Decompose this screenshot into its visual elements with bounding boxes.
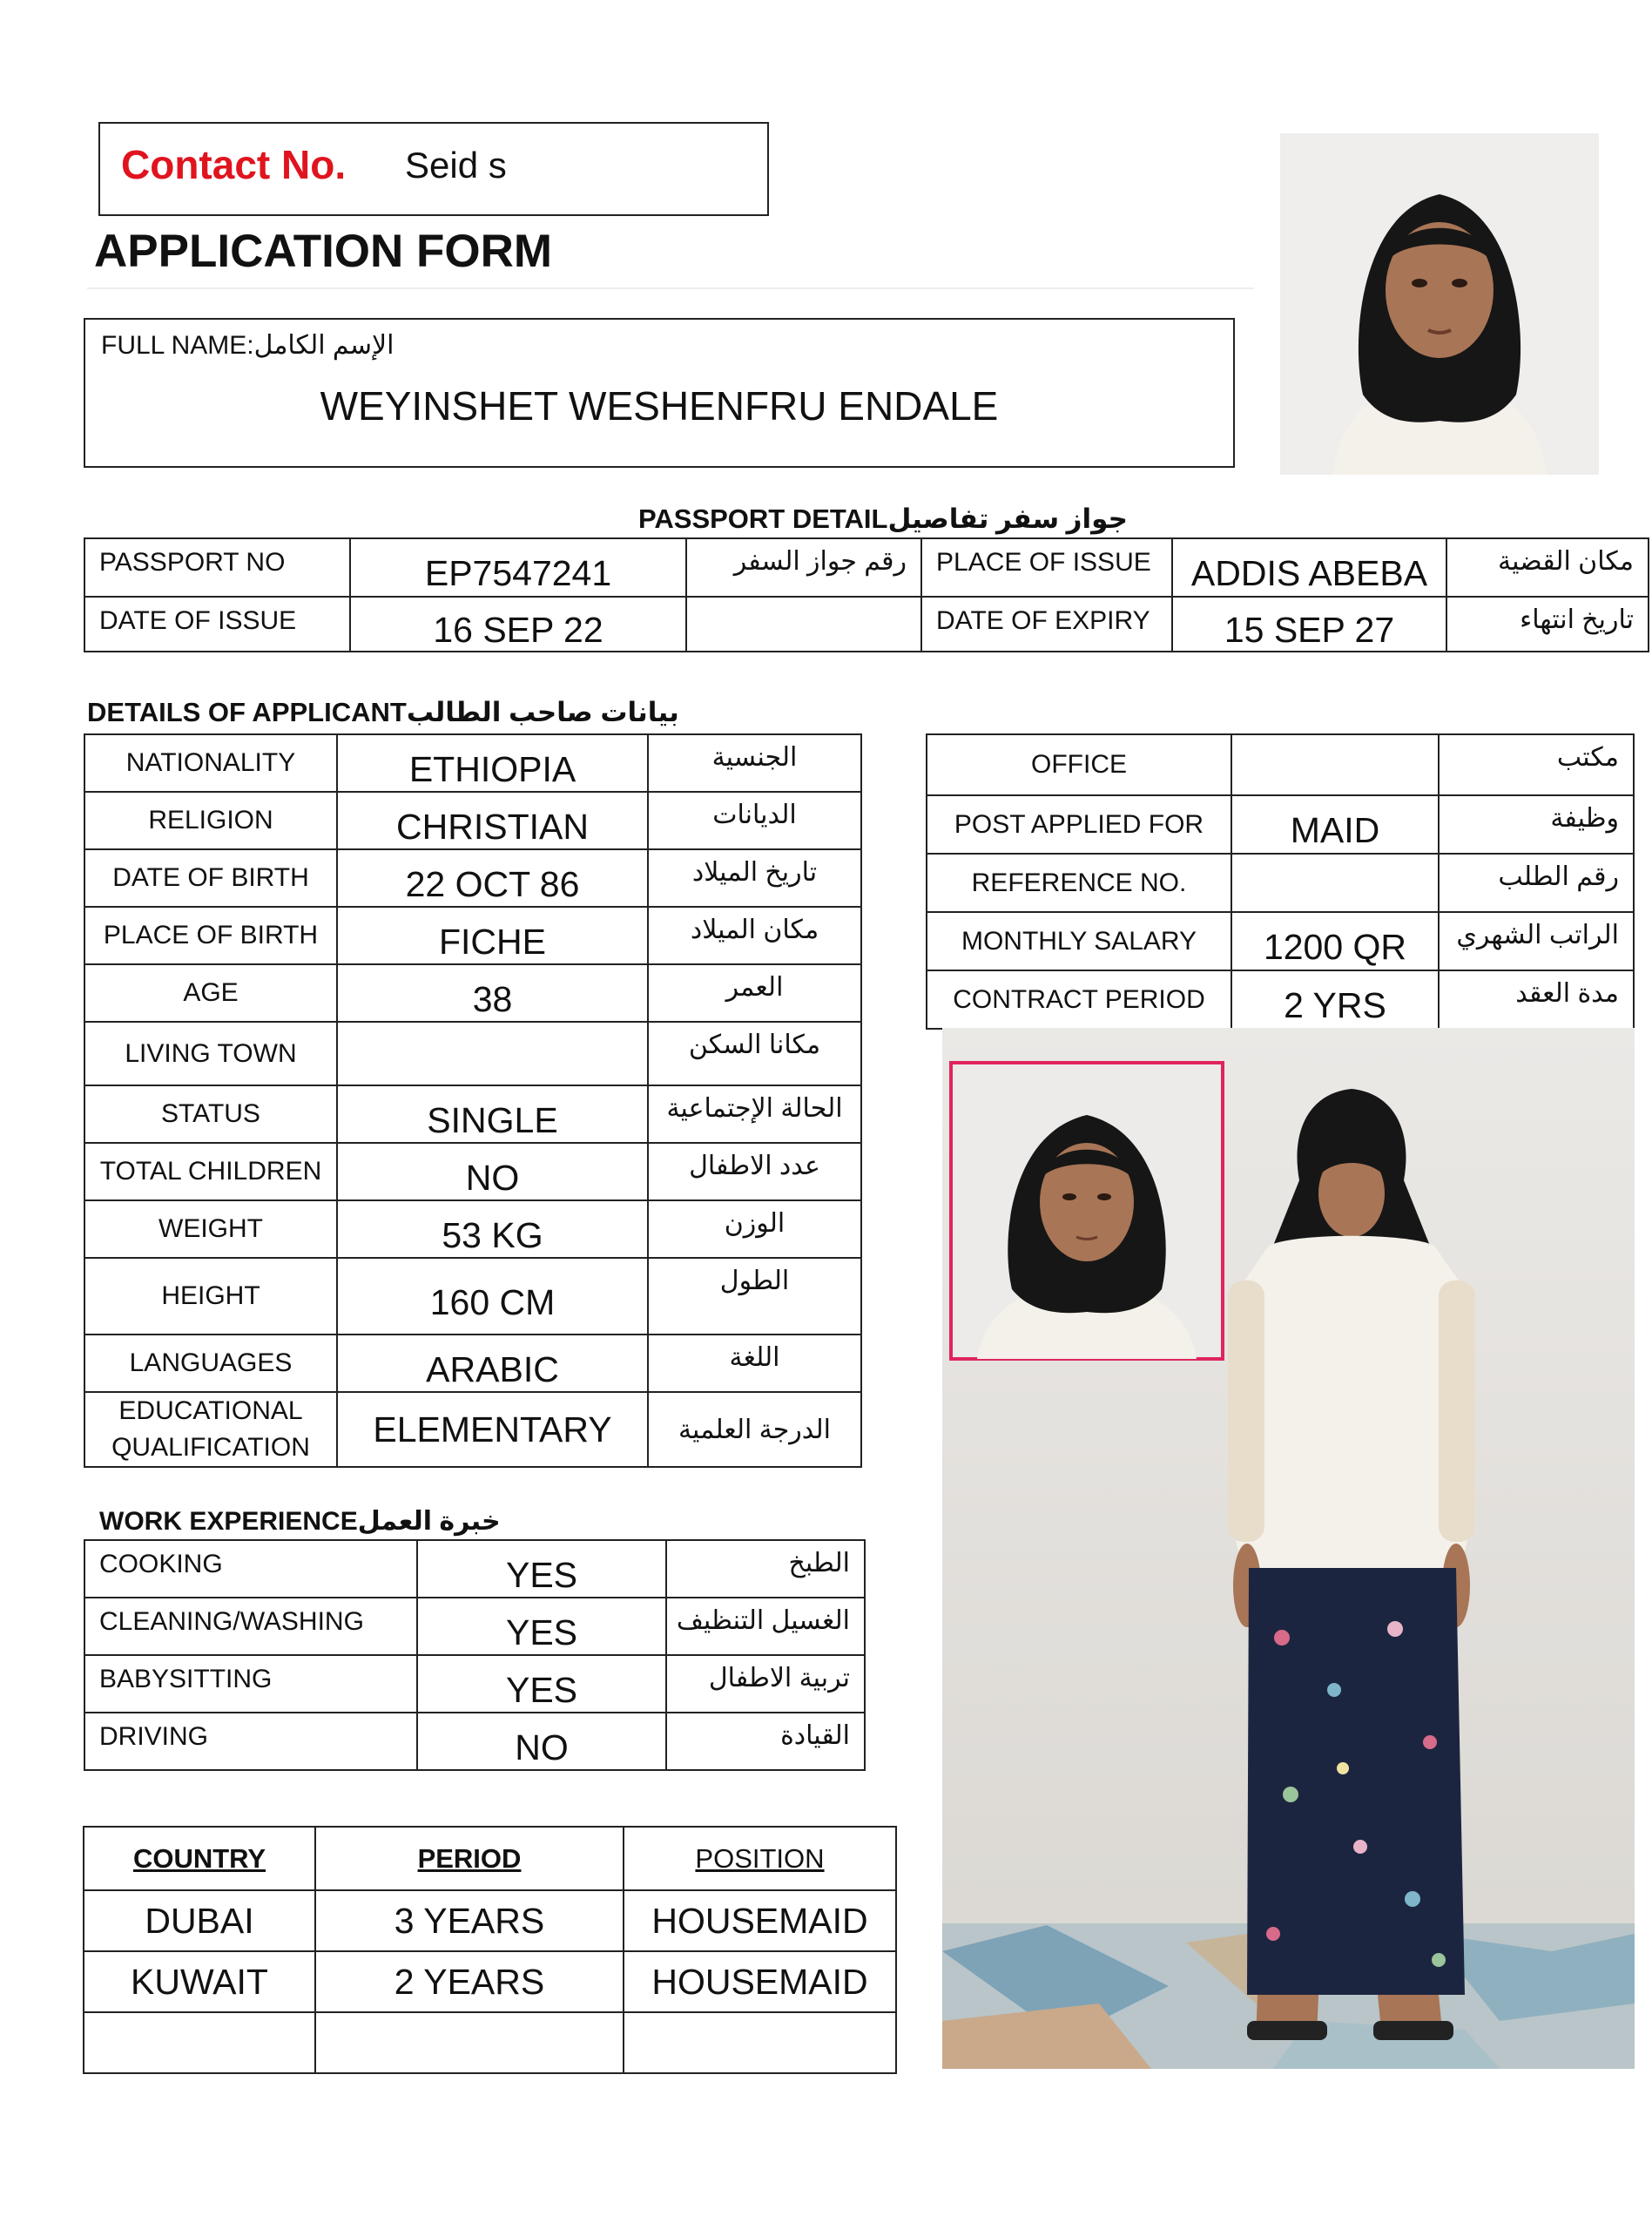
table-row	[84, 1335, 861, 1392]
table-row	[84, 1655, 865, 1713]
status-arabic: الحالة الإجتماعية	[648, 1085, 861, 1143]
height-value: 160 CM	[337, 1258, 648, 1335]
religion-value: CHRISTIAN	[337, 792, 648, 849]
education-label-line2: QUALIFICATION	[111, 1433, 310, 1462]
reference-no-label: REFERENCE NO.	[927, 854, 1231, 912]
driving-value: NO	[417, 1713, 666, 1770]
total-children-label: TOTAL CHILDREN	[84, 1143, 337, 1200]
contact-box	[98, 122, 769, 216]
full-body-photo	[942, 1028, 1635, 2069]
date-of-expiry-label: DATE OF EXPIRY	[921, 597, 1172, 652]
living-town-arabic: مكانا السكن	[648, 1022, 861, 1085]
contact-label: Contact No.	[121, 142, 347, 187]
date-of-expiry-value: 15 SEP 27	[1172, 597, 1446, 652]
table-row	[84, 1085, 861, 1143]
cooking-label: COOKING	[84, 1540, 417, 1598]
monthly-salary-label: MONTHLY SALARY	[927, 912, 1231, 970]
full-name-box	[84, 318, 1235, 468]
date-of-birth-label: DATE OF BIRTH	[84, 849, 337, 907]
table-row	[84, 1540, 865, 1598]
table-row	[927, 795, 1634, 854]
date-of-issue-label: DATE OF ISSUE	[84, 597, 350, 652]
portrait-image	[1280, 133, 1599, 475]
table-row	[84, 964, 861, 1022]
table-row	[84, 1392, 861, 1467]
date-of-birth-arabic: تاريخ الميلاد	[648, 849, 861, 907]
table-row	[84, 907, 861, 964]
place-of-birth-value: FICHE	[337, 907, 648, 964]
period-cell: 2 YEARS	[315, 1951, 624, 2012]
table-row	[84, 849, 861, 907]
post-applied-label: POST APPLIED FOR	[927, 795, 1231, 854]
cleaning-arabic: الغسيل التنظيف	[666, 1598, 865, 1655]
office-arabic: مكتب	[1439, 734, 1634, 795]
full-body-image	[942, 1028, 1635, 2069]
country-cell: DUBAI	[84, 1890, 315, 1951]
contract-period-value: 2 YRS	[1231, 970, 1439, 1029]
date-of-birth-value: 22 OCT 86	[337, 849, 648, 907]
monthly-salary-arabic: الراتب الشهري	[1439, 912, 1634, 970]
table-row	[927, 854, 1634, 912]
full-name-label: FULL NAME:الإسم الكامل	[101, 331, 394, 360]
living-town-value	[337, 1022, 648, 1085]
place-of-issue-value: ADDIS ABEBA	[1172, 538, 1446, 597]
place-of-issue-arabic: مكان القضية	[1446, 538, 1649, 597]
cooking-value: YES	[417, 1540, 666, 1598]
contact-value: Seid s	[405, 145, 507, 186]
table-row	[84, 1827, 896, 1890]
table-row	[927, 912, 1634, 970]
place-of-birth-arabic: مكان الميلاد	[648, 907, 861, 964]
work-experience-heading: WORK EXPERIENCEخبرة العمل	[99, 1507, 501, 1536]
table-row	[84, 1258, 861, 1335]
living-town-label: LIVING TOWN	[84, 1022, 337, 1085]
table-row	[84, 1951, 896, 2012]
period-cell: 3 YEARS	[315, 1890, 624, 1951]
place-of-birth-label: PLACE OF BIRTH	[84, 907, 337, 964]
cleaning-value: YES	[417, 1598, 666, 1655]
nationality-label: NATIONALITY	[84, 734, 337, 792]
applicant-heading: DETAILS OF APPLICANTبيانات صاحب الطالب	[87, 697, 679, 727]
weight-arabic: الوزن	[648, 1200, 861, 1258]
passport-photo	[1280, 133, 1599, 475]
office-table	[926, 733, 1635, 1030]
education-label-line1: EDUCATIONAL	[118, 1396, 303, 1425]
office-value	[1231, 734, 1439, 795]
total-children-value: NO	[337, 1143, 648, 1200]
cooking-arabic: الطبخ	[666, 1540, 865, 1598]
passport-table	[84, 537, 1649, 652]
office-label: OFFICE	[927, 734, 1231, 795]
table-row	[84, 1713, 865, 1770]
position-cell: HOUSEMAID	[624, 1890, 896, 1951]
monthly-salary-value: 1200 QR	[1231, 912, 1439, 970]
position-header: POSITION	[624, 1827, 896, 1890]
table-row	[84, 792, 861, 849]
passport-no-value: EP7547241	[350, 538, 686, 597]
table-row	[84, 538, 1649, 597]
table-row	[84, 2012, 896, 2073]
age-value: 38	[337, 964, 648, 1022]
table-row	[84, 1598, 865, 1655]
work-experience-table	[84, 1539, 866, 1771]
applicant-table	[84, 733, 862, 1468]
country-header: COUNTRY	[84, 1827, 315, 1890]
table-row	[84, 597, 1649, 652]
period-cell	[315, 2012, 624, 2073]
education-arabic: الدرجة العلمية	[648, 1392, 861, 1467]
period-header: PERIOD	[315, 1827, 624, 1890]
position-cell	[624, 2012, 896, 2073]
post-applied-value: MAID	[1231, 795, 1439, 854]
empty-cell	[686, 597, 921, 652]
driving-label: DRIVING	[84, 1713, 417, 1770]
status-label: STATUS	[84, 1085, 337, 1143]
passport-no-arabic: رقم جواز السفر	[686, 538, 921, 597]
form-title: APPLICATION FORM	[94, 226, 553, 277]
table-row	[84, 1200, 861, 1258]
table-row	[84, 1022, 861, 1085]
title-divider	[87, 287, 1254, 289]
babysitting-arabic: تربية الاطفال	[666, 1655, 865, 1713]
cleaning-label: CLEANING/WASHING	[84, 1598, 417, 1655]
status-value: SINGLE	[337, 1085, 648, 1143]
education-label	[84, 1392, 337, 1467]
date-of-issue-value: 16 SEP 22	[350, 597, 686, 652]
position-cell: HOUSEMAID	[624, 1951, 896, 2012]
passport-no-label: PASSPORT NO	[84, 538, 350, 597]
nationality-value: ETHIOPIA	[337, 734, 648, 792]
country-cell: KUWAIT	[84, 1951, 315, 2012]
table-row	[927, 734, 1634, 795]
full-name-value: WEYINSHET WESHENFRU ENDALE	[320, 383, 999, 429]
weight-value: 53 KG	[337, 1200, 648, 1258]
weight-label: WEIGHT	[84, 1200, 337, 1258]
reference-no-arabic: رقم الطلب	[1439, 854, 1634, 912]
contract-period-arabic: مدة العقد	[1439, 970, 1634, 1029]
languages-label: LANGUAGES	[84, 1335, 337, 1392]
table-row	[84, 1890, 896, 1951]
employment-history-table	[83, 1826, 897, 2074]
babysitting-value: YES	[417, 1655, 666, 1713]
education-value: ELEMENTARY	[337, 1392, 648, 1467]
religion-arabic: الديانات	[648, 792, 861, 849]
country-cell	[84, 2012, 315, 2073]
height-label: HEIGHT	[84, 1258, 337, 1335]
date-of-expiry-arabic: تاريخ انتهاء	[1446, 597, 1649, 652]
total-children-arabic: عدد الاطفال	[648, 1143, 861, 1200]
passport-heading: PASSPORT DETAILجواز سفر تفاصيل	[638, 503, 1128, 534]
height-arabic: الطول	[648, 1258, 861, 1335]
languages-value: ARABIC	[337, 1335, 648, 1392]
table-row	[84, 1143, 861, 1200]
reference-no-value	[1231, 854, 1439, 912]
age-arabic: العمر	[648, 964, 861, 1022]
babysitting-label: BABYSITTING	[84, 1655, 417, 1713]
post-applied-arabic: وظيفة	[1439, 795, 1634, 854]
religion-label: RELIGION	[84, 792, 337, 849]
contract-period-label: CONTRACT PERIOD	[927, 970, 1231, 1029]
table-row	[927, 970, 1634, 1029]
languages-arabic: اللغة	[648, 1335, 861, 1392]
nationality-arabic: الجنسية	[648, 734, 861, 792]
driving-arabic: القيادة	[666, 1713, 865, 1770]
place-of-issue-label: PLACE OF ISSUE	[921, 538, 1172, 597]
table-row	[84, 734, 861, 792]
age-label: AGE	[84, 964, 337, 1022]
